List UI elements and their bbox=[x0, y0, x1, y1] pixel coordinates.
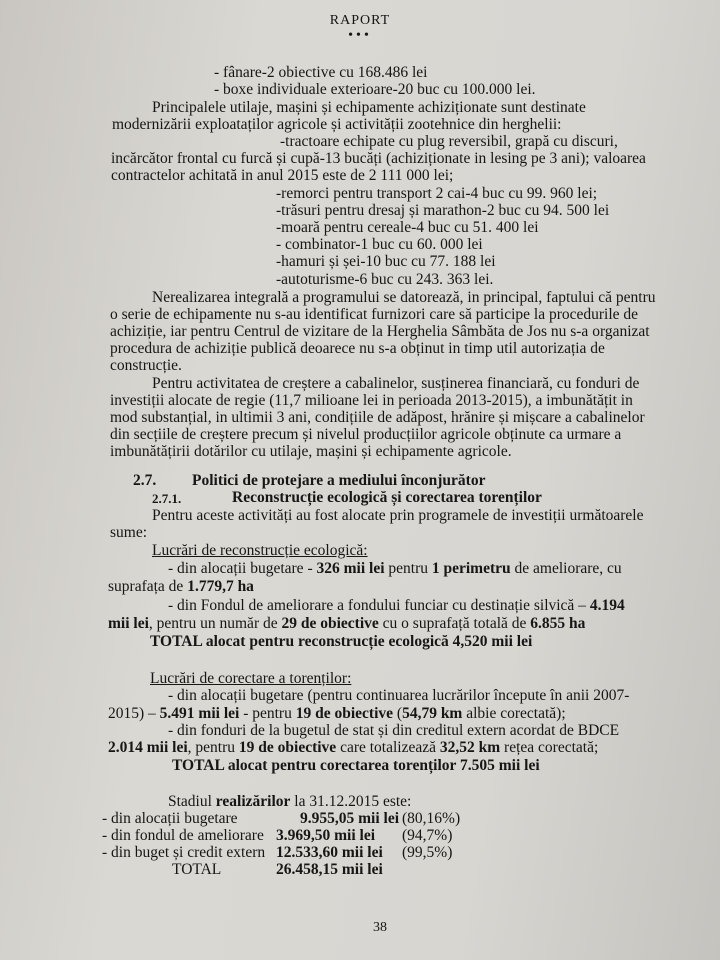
text-segment: - din Fondul de ameliorare a fondului funciar cu destinație silvică – bbox=[168, 597, 590, 614]
reconstructie-total: TOTAL alocat pentru reconstrucție ecologică 4,520 mii lei bbox=[150, 633, 533, 650]
amount: 19 de obiective bbox=[295, 705, 394, 722]
utilaje-trasuri: -trăsuri pentru dresaj și marathon-2 buc cu 94. 500 lei bbox=[276, 202, 610, 219]
utilaje-tractoare-2: incărcător frontal cu furcă și cupă-13 bucăți (achiziționate in lesing pe 3 ani); valoarea bbox=[111, 150, 646, 167]
amount: 6.855 ha bbox=[530, 615, 586, 632]
item-boxe: - boxe individuale exterioare-20 buc cu 100.000 lei. bbox=[214, 81, 536, 98]
crestere-line-2: investiții alocate de regie (11,7 milioane lei in perioada 2013-2015), a imbunătățit in bbox=[110, 392, 633, 409]
corectare-row-1: - din alocații bugetare (pentru continuarea lucrărilor începute în anii 2007- bbox=[168, 687, 630, 704]
item-fanare: - fânare-2 obiective cu 168.486 lei bbox=[214, 64, 428, 81]
amount: 1.779,7 ha bbox=[187, 578, 254, 595]
stadiu-row-value: 12.533,60 mii lei bbox=[276, 844, 383, 861]
stadiu-heading bbox=[168, 793, 411, 811]
stadiu-total-value: 26.458,15 mii lei bbox=[276, 861, 383, 878]
utilaje-hamuri: -hamuri și șei-10 buc cu 77. 188 lei bbox=[276, 253, 496, 270]
amount: 2.014 mii lei bbox=[108, 739, 188, 756]
amount: 4.194 bbox=[589, 597, 625, 614]
text-segment: de ameliorare, cu bbox=[510, 560, 622, 577]
reconstructie-row-1 bbox=[168, 560, 622, 578]
text-segment: suprafața de bbox=[108, 578, 188, 595]
text-segment: - pentru bbox=[239, 705, 296, 722]
subsection-number: 2.7.1. bbox=[152, 491, 182, 506]
amount: 32,52 km bbox=[439, 739, 501, 756]
text-segment: realizărilor bbox=[215, 793, 291, 810]
amount: 1 perimetru bbox=[431, 560, 511, 577]
corectare-row-4 bbox=[108, 739, 598, 757]
stadiu-row-label: - din alocații bugetare bbox=[102, 810, 238, 827]
amount: mii lei bbox=[108, 615, 149, 632]
utilaje-remorci: -remorci pentru transport 2 cai-4 buc cu 99. 960 lei; bbox=[276, 185, 598, 202]
crestere-line-5: imbunătățirii dotărilor cu utilaje, mașini și echipamente agricole. bbox=[110, 443, 512, 460]
text-segment: , pentru bbox=[187, 739, 239, 756]
reconstructie-heading: Lucrări de reconstrucție ecologică: bbox=[152, 542, 368, 559]
utilaje-combinator: - combinator-1 buc cu 60. 000 lei bbox=[276, 236, 483, 253]
section-title: Politici de protejare a mediului înconjurător bbox=[192, 472, 486, 489]
utilaje-moara: -moară pentru cereale-4 buc cu 51. 400 lei bbox=[276, 219, 539, 236]
corectare-heading: Lucrări de corectare a torenților: bbox=[150, 670, 352, 687]
nerealizare-line-2: o serie de echipamente nu s-au identificat furnizori care să participe la procedurile de bbox=[110, 306, 639, 323]
crestere-line-1: Pentru activitatea de creștere a cabalinelor, susținerea financiară, cu fonduri de bbox=[152, 375, 640, 392]
text-segment: rețea corectată; bbox=[500, 739, 599, 756]
text-segment: pentru bbox=[384, 560, 432, 577]
text-segment: - din alocații bugetare - bbox=[168, 560, 317, 577]
stadiu-row-label: - din buget și credit extern bbox=[102, 844, 266, 861]
corectare-total: TOTAL alocat pentru corectarea torenților 7.505 mii lei bbox=[172, 757, 540, 774]
text-segment: 2015) – bbox=[108, 705, 160, 722]
corectare-row-2 bbox=[108, 705, 566, 723]
stadiu-total-label: TOTAL bbox=[172, 861, 222, 878]
text-segment: ( bbox=[393, 705, 403, 722]
corectare-row-3: - din fonduri de la bugetul de stat și din creditul extern acordat de BDCE bbox=[168, 722, 620, 739]
header-ornament: ••• bbox=[348, 28, 372, 43]
utilaje-tractoare-3: contractelor achitată in anul 2015 este de 2 111 000 lei; bbox=[111, 167, 454, 184]
amount: 54,79 km bbox=[402, 705, 463, 722]
utilaje-intro-1: Principalele utilaje, mașini și echipamente achiziționate sunt destinate bbox=[152, 99, 586, 116]
stadiu-row-pct: (99,5%) bbox=[402, 844, 453, 861]
activitati-line-1: Pentru aceste activități au fost alocate prin programele de investiții următoarele bbox=[152, 507, 644, 524]
activitati-line-2: sume: bbox=[110, 524, 148, 541]
reconstructie-row-3 bbox=[168, 597, 625, 615]
text-segment: la 31.12.2015 este: bbox=[290, 793, 412, 810]
stadiu-row-value: 3.969,50 mii lei bbox=[276, 827, 376, 844]
stadiu-row-pct: (94,7%) bbox=[402, 827, 453, 844]
text-segment: Stadiul bbox=[168, 793, 216, 810]
text-segment: , pentru un număr de bbox=[148, 615, 282, 632]
amount: 5.491 mii lei bbox=[159, 705, 240, 722]
reconstructie-row-2 bbox=[108, 578, 254, 596]
stadiu-row-pct: (80,16%) bbox=[402, 810, 461, 827]
utilaje-intro-2: modernizării exploataților agricole și activității zootehnice din herghelii: bbox=[112, 116, 562, 133]
nerealizare-line-5: construcție. bbox=[110, 357, 182, 374]
stadiu-row-label: - din fondul de ameliorare bbox=[102, 827, 264, 844]
text-segment: cu o suprafață totală de bbox=[378, 615, 531, 632]
section-number: 2.7. bbox=[133, 472, 157, 489]
utilaje-tractoare-1: -tractoare echipate cu plug reversibil, grapă cu discuri, bbox=[280, 133, 618, 150]
stadiu-row-value: 9.955,05 mii lei bbox=[300, 810, 400, 827]
header-title: RAPORT bbox=[329, 13, 391, 28]
crestere-line-4: din secțiile de creștere precum și nivelul producțiilor agricole obținute ca urmare a bbox=[110, 426, 622, 443]
nerealizare-line-3: achiziție, iar pentru Centrul de vizitare de la Herghelia Sâmbăta de Jos nu s-a organizat bbox=[110, 323, 650, 340]
reconstructie-row-4 bbox=[108, 615, 585, 633]
page-number: 38 bbox=[373, 920, 387, 935]
nerealizare-line-4: procedura de achiziție publică deoarece nu s-a obținut in timp util autorizația de bbox=[110, 340, 605, 357]
amount: 29 de obiective bbox=[281, 615, 379, 632]
text-segment: care totalizează bbox=[336, 739, 440, 756]
amount: 19 de obiective bbox=[238, 739, 337, 756]
subsection-title: Reconstrucție ecologică și corectarea torenților bbox=[232, 489, 542, 506]
text-segment: albie corectată); bbox=[462, 705, 566, 722]
amount: 326 mii lei bbox=[316, 560, 385, 577]
nerealizare-line-1: Nerealizarea integrală a programului se datorează, in principal, faptului că pentru bbox=[152, 289, 656, 306]
utilaje-autoturisme: -autoturisme-6 buc cu 243. 363 lei. bbox=[276, 271, 494, 288]
crestere-line-3: mod substanțial, in ultimii 3 ani, condițiile de adăpost, hrănire și mișcare a cabalinelor bbox=[110, 409, 645, 426]
